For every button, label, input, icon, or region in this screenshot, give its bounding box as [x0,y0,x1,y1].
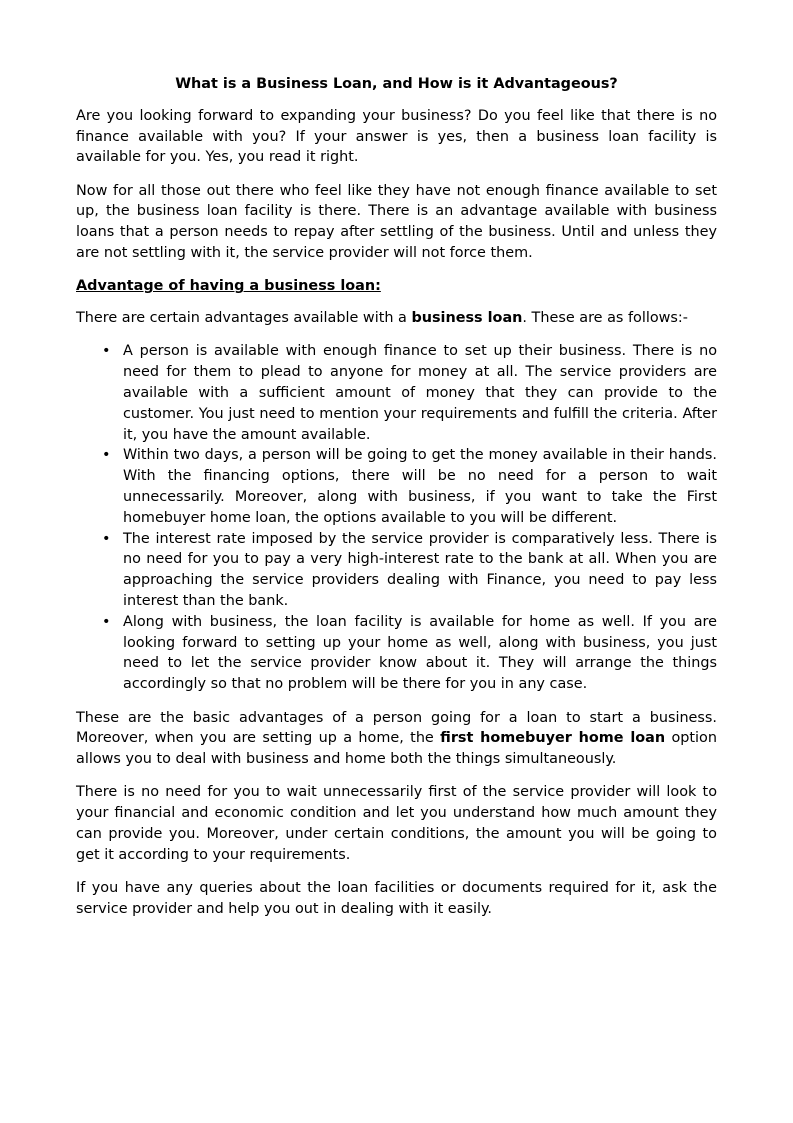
list-item-text: Along with business, the loan facility is available for home as well. If you are looking forward to setting up your home as well, along with business, you just need to let the service provider know about it. They will arrange the things accordingly so that no problem will be there for you in any case. [123,613,717,693]
bullet-icon: • [102,613,111,630]
advantages-list [76,341,717,695]
closing-paragraph-1: There is no need for you to wait unnecessarily first of the service provider will look to your financial and economic condition and let you understand how much amount they can provide you. Moreover, under certain conditions, the amount you will be going to get it according to your requirements. [76,784,717,863]
intro-paragraph-1: Are you looking forward to expanding your business? Do you feel like that there is no finance available with you? If your answer is yes, then a business loan facility is available for you. Yes, you read it right. [76,107,717,166]
list-item [76,612,717,695]
bullet-icon: • [102,447,111,464]
section-heading: Advantage of having a business loan: [76,278,381,295]
list-item [76,445,717,528]
summary-text: These are the basic advantages of a person going for a loan to start a business. Moreover, when you are setting up a home, the [76,709,717,747]
intro-paragraph-2: Now for all those out there who feel like they have not enough finance available to set up, the business loan facility is there. There is an advantage available with business loans that a person needs to repay after settling of the business. Until and unless they are not settling with it, the service provider will not force them. [76,182,717,262]
list-item-text: A person is available with enough finance to set up their business. There is no need for them to plead to anyone for money at all. The service providers are available with a sufficient amount of money that they can provide to the customer. You just need to mention your requirements and fulfill the criteria. After it, you have the amount available. [123,343,717,443]
list-item-text: The interest rate imposed by the service provider is comparatively less. There is no need for you to pay a very high-interest rate to the bank at all. When you are approaching the service providers dealing with Finance, you need to pay less interest than the bank. [123,530,717,610]
list-item-text: Within two days, a person will be going to get the money available in their hands. With the financing options, there will be no need for a person to wait unnecessarily. Moreover, along with business, if you want to take the First homebuyer home loan, the options available to you will be different. [123,447,717,526]
lead-in-text: There are certain advantages available with a [76,310,412,327]
list-item [76,341,717,445]
bold-keyword-business-loan: business loan [411,310,523,327]
lead-in-tail: . These are as follows:- [522,310,688,327]
lead-in-paragraph [76,308,717,329]
list-item [76,529,717,612]
document-page [76,74,717,932]
bold-keyword-first-homebuyer: first homebuyer home loan [440,730,666,747]
summary-paragraph [76,708,717,770]
bullet-icon: • [102,530,111,547]
document-title: What is a Business Loan, and How is it Advantageous? [175,76,618,92]
closing-paragraph-2: If you have any queries about the loan facilities or documents required for it, ask the service provider and help you out in dealing with it easily. [76,880,717,917]
bullet-icon: • [102,343,111,360]
summary-tail: option allows you to deal with business and home both the things simultaneously. [76,730,717,768]
